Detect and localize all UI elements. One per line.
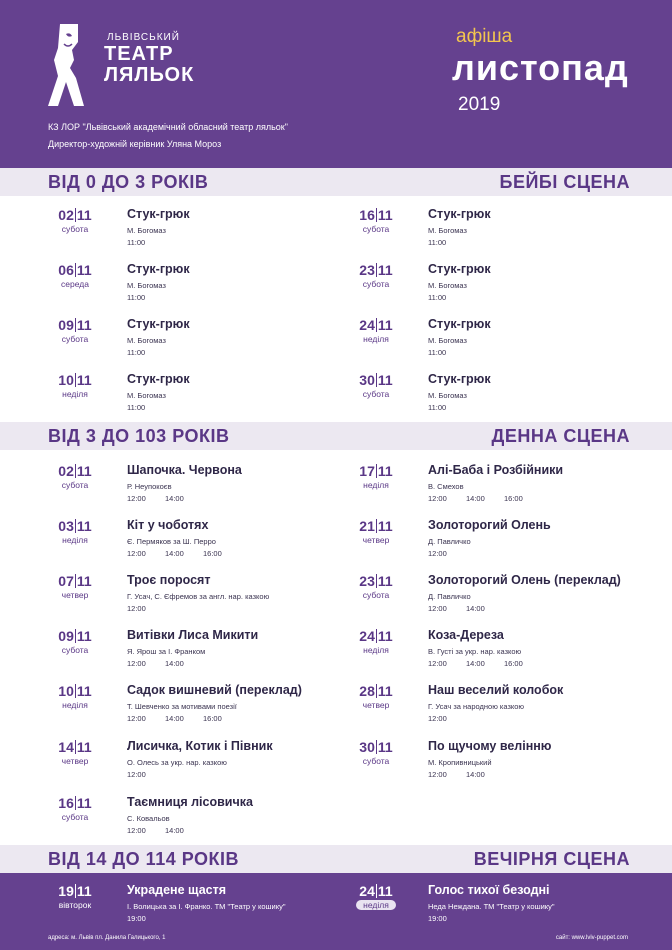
event-title: Стук-грюк — [127, 317, 190, 331]
date-separator — [376, 574, 377, 588]
logo-city: ЛЬВІВСЬКИЙ — [107, 32, 180, 43]
event-time: 19:00 — [127, 914, 146, 923]
event-title: Украдене щастя — [127, 883, 227, 897]
event-month: 11 — [76, 207, 92, 223]
date-separator — [376, 464, 377, 478]
date-separator — [75, 318, 76, 332]
event-time: 11:00 — [127, 403, 146, 412]
event-day: 24 — [359, 628, 375, 644]
event-title: Коза-Дереза — [428, 628, 504, 642]
event-time: 14:00 — [165, 494, 184, 503]
event-month: 11 — [76, 262, 92, 278]
event-weekday: субота — [362, 279, 390, 289]
event-month: 11 — [76, 573, 92, 589]
event-date — [356, 739, 396, 755]
event-times — [428, 293, 466, 302]
event-weekday: неділя — [363, 334, 389, 344]
event-date — [356, 628, 396, 644]
event-title: Золоторогий Олень (переклад) — [428, 573, 621, 587]
event-time: 12:00 — [127, 604, 146, 613]
event-title: Стук-грюк — [428, 207, 491, 221]
event-day: 28 — [359, 683, 375, 699]
event-title: Алі-Баба і Розбійники — [428, 463, 564, 477]
event-times — [428, 549, 466, 558]
event-title: Стук-грюк — [127, 207, 190, 221]
event-author: М. Кропивницький — [428, 758, 492, 767]
event-month: 11 — [76, 317, 92, 333]
event-date — [55, 317, 95, 333]
event-weekday: субота — [362, 389, 390, 399]
event-month: 11 — [377, 518, 393, 534]
event-weekday: четвер — [61, 756, 89, 766]
date-separator — [75, 464, 76, 478]
date-separator — [75, 373, 76, 387]
event-item — [55, 518, 335, 568]
event-time: 16:00 — [203, 549, 222, 558]
event-weekday: субота — [61, 645, 89, 655]
event-weekday: неділя — [363, 480, 389, 490]
event-item — [55, 683, 335, 733]
date-separator — [376, 373, 377, 387]
event-title: Стук-грюк — [428, 317, 491, 331]
date-separator — [376, 263, 377, 277]
date-separator — [376, 629, 377, 643]
event-time: 14:00 — [466, 659, 485, 668]
event-day: 19 — [58, 883, 74, 899]
event-item — [356, 317, 636, 367]
event-time: 14:00 — [466, 494, 485, 503]
director-line: Директор-художній керівник Уляна Мороз — [48, 139, 222, 149]
event-author: Неда Нежданa. ТМ "Театр у кошику" — [428, 902, 555, 911]
event-item — [55, 573, 335, 623]
event-time: 11:00 — [428, 238, 447, 247]
event-weekday: субота — [61, 480, 89, 490]
event-time: 12:00 — [127, 494, 146, 503]
event-times — [127, 714, 241, 723]
event-times — [127, 604, 165, 613]
event-times — [127, 494, 203, 503]
event-time: 16:00 — [504, 659, 523, 668]
section-bar-baby — [0, 168, 672, 196]
event-title: Стук-грюк — [428, 262, 491, 276]
event-author: В. Густі за укр. нар. казкою — [428, 647, 522, 656]
event-times — [428, 714, 466, 723]
event-weekday: субота — [362, 756, 390, 766]
date-separator — [75, 208, 76, 222]
event-date — [356, 207, 396, 223]
event-day: 14 — [58, 739, 74, 755]
event-month: 11 — [377, 739, 393, 755]
event-times — [127, 826, 203, 835]
event-date — [356, 463, 396, 479]
event-time: 12:00 — [428, 604, 447, 613]
event-month: 11 — [76, 883, 92, 899]
event-month: 11 — [76, 372, 92, 388]
event-day: 21 — [359, 518, 375, 534]
event-title: Стук-грюк — [428, 372, 491, 386]
event-day: 10 — [58, 683, 74, 699]
event-item — [356, 518, 636, 568]
event-author: Я. Ярош за І. Франком — [127, 647, 206, 656]
event-time: 11:00 — [428, 293, 447, 302]
poster-header — [0, 0, 672, 168]
date-separator — [376, 740, 377, 754]
event-date — [356, 317, 396, 333]
event-item — [55, 628, 335, 678]
event-weekday: субота — [362, 590, 390, 600]
event-month: 11 — [76, 795, 92, 811]
event-author: С. Ковальов — [127, 814, 170, 823]
event-author: О. Олесь за укр. нар. казкою — [127, 758, 227, 767]
poster-footer — [0, 928, 672, 950]
event-month: 11 — [76, 628, 92, 644]
event-item — [356, 207, 636, 257]
event-item — [55, 795, 335, 845]
event-weekday: четвер — [61, 590, 89, 600]
event-weekday: субота — [362, 224, 390, 234]
event-time: 14:00 — [466, 770, 485, 779]
event-weekday: субота — [61, 334, 89, 344]
event-times — [127, 238, 165, 247]
event-author: М. Богомаз — [428, 281, 467, 290]
event-day: 16 — [359, 207, 375, 223]
event-date — [55, 518, 95, 534]
event-weekday: середа — [61, 279, 89, 289]
event-item — [55, 883, 335, 933]
logo-puppets: ЛЯЛЬОК — [104, 64, 195, 86]
event-item — [356, 883, 636, 933]
event-times — [127, 549, 241, 558]
event-author: Г. Усач за народною казкою — [428, 702, 525, 711]
date-separator — [75, 740, 76, 754]
event-title: Таємниця лісовичка — [127, 795, 253, 809]
date-separator — [75, 519, 76, 533]
event-title: Садок вишневий (переклад) — [127, 683, 302, 697]
event-times — [127, 293, 165, 302]
event-item — [55, 372, 335, 422]
event-title: Наш веселий колобок — [428, 683, 564, 697]
event-times — [428, 238, 466, 247]
event-day: 24 — [359, 317, 375, 333]
event-item — [55, 739, 335, 789]
event-day: 23 — [359, 262, 375, 278]
event-author: М. Богомаз — [428, 391, 467, 400]
event-day: 10 — [58, 372, 74, 388]
event-day: 02 — [58, 207, 74, 223]
event-date — [356, 372, 396, 388]
section-bar-evening — [0, 845, 672, 873]
event-day: 30 — [359, 372, 375, 388]
theater-mask-logo-icon — [44, 20, 100, 112]
section-bar-day — [0, 422, 672, 450]
event-time: 12:00 — [428, 494, 447, 503]
event-weekday: четвер — [362, 535, 390, 545]
event-times — [428, 914, 466, 923]
event-time: 11:00 — [127, 348, 146, 357]
event-times — [127, 403, 165, 412]
date-separator — [376, 884, 377, 898]
event-time: 14:00 — [466, 604, 485, 613]
event-item — [55, 463, 335, 513]
month-title: листопад — [452, 47, 629, 88]
event-month: 11 — [377, 262, 393, 278]
event-date — [55, 207, 95, 223]
event-time: 12:00 — [428, 659, 447, 668]
event-item — [55, 207, 335, 257]
event-date — [55, 463, 95, 479]
event-item — [55, 317, 335, 367]
event-time: 14:00 — [165, 826, 184, 835]
evening-stage-band — [0, 873, 672, 928]
event-weekday: субота — [61, 224, 89, 234]
event-weekday: неділя — [62, 535, 88, 545]
event-time: 11:00 — [428, 403, 447, 412]
event-title: Стук-грюк — [127, 372, 190, 386]
event-title: По щучому велінню — [428, 739, 552, 753]
event-time: 12:00 — [127, 770, 146, 779]
event-day: 24 — [359, 883, 375, 899]
event-author: М. Богомаз — [127, 391, 166, 400]
event-title: Лисичка, Котик і Півник — [127, 739, 273, 753]
event-time: 12:00 — [428, 770, 447, 779]
event-day: 03 — [58, 518, 74, 534]
event-date — [356, 518, 396, 534]
logo-theatre: ТЕАТР — [104, 43, 174, 65]
event-author: Д. Павличко — [428, 537, 471, 546]
date-separator — [75, 629, 76, 643]
event-title: Витівки Лиса Микити — [127, 628, 259, 642]
event-title: Голос тихої безодні — [428, 883, 550, 897]
event-author: Є. Пермяков за Ш. Перро — [127, 537, 216, 546]
event-item — [356, 573, 636, 623]
event-day: 02 — [58, 463, 74, 479]
event-date — [356, 573, 396, 589]
event-day: 06 — [58, 262, 74, 278]
event-time: 12:00 — [127, 714, 146, 723]
event-title: Кіт у чоботях — [127, 518, 209, 532]
section-stage: ВЕЧІРНЯ СЦЕНА — [473, 849, 630, 869]
event-date — [55, 683, 95, 699]
event-month: 11 — [377, 463, 393, 479]
event-date — [55, 795, 95, 811]
event-day: 09 — [58, 628, 74, 644]
event-day: 09 — [58, 317, 74, 333]
event-date — [55, 372, 95, 388]
event-date — [356, 683, 396, 699]
afisha-label: афіша — [456, 26, 513, 47]
event-weekday: четвер — [362, 700, 390, 710]
event-day: 30 — [359, 739, 375, 755]
event-date — [356, 262, 396, 278]
event-date — [55, 739, 95, 755]
event-weekday: неділя — [356, 900, 396, 910]
footer-website[interactable]: сайт: www.lviv-puppet.com — [555, 935, 628, 941]
event-month: 11 — [76, 518, 92, 534]
event-author: І. Волицька за І. Франко. ТМ "Театр у кошику" — [127, 902, 286, 911]
event-item — [356, 463, 636, 513]
event-day: 23 — [359, 573, 375, 589]
event-times — [127, 348, 165, 357]
event-date — [55, 573, 95, 589]
section-age: ВІД 3 ДО 103 РОКІВ — [48, 426, 230, 446]
event-time: 11:00 — [127, 293, 146, 302]
event-times — [127, 770, 165, 779]
event-time: 11:00 — [127, 238, 146, 247]
event-times — [127, 659, 203, 668]
event-weekday: неділя — [62, 389, 88, 399]
event-title: Стук-грюк — [127, 262, 190, 276]
event-weekday: неділя — [363, 645, 389, 655]
event-author: М. Богомаз — [127, 336, 166, 345]
event-item — [55, 262, 335, 312]
event-time: 16:00 — [504, 494, 523, 503]
event-day: 16 — [58, 795, 74, 811]
date-separator — [376, 208, 377, 222]
event-time: 14:00 — [165, 659, 184, 668]
event-time: 14:00 — [165, 714, 184, 723]
event-date — [55, 628, 95, 644]
event-date — [55, 883, 95, 899]
event-month: 11 — [377, 372, 393, 388]
event-time: 12:00 — [127, 826, 146, 835]
event-times — [428, 604, 504, 613]
event-item — [356, 628, 636, 678]
date-separator — [75, 684, 76, 698]
section-age: ВІД 0 ДО 3 РОКІВ — [48, 172, 209, 192]
event-month: 11 — [377, 317, 393, 333]
event-author: Г. Усач, С. Єфремов за англ. нар. казкою — [127, 592, 270, 601]
event-month: 11 — [76, 739, 92, 755]
event-title: Троє поросят — [127, 573, 211, 587]
date-separator — [376, 318, 377, 332]
event-author: Р. Неупокоєв — [127, 482, 172, 491]
event-times — [127, 914, 165, 923]
section-age: ВІД 14 ДО 114 РОКІВ — [48, 849, 239, 869]
event-author: Д. Павличко — [428, 592, 471, 601]
event-date — [55, 262, 95, 278]
event-item — [356, 683, 636, 733]
event-month: 11 — [76, 463, 92, 479]
event-month: 11 — [76, 683, 92, 699]
event-author: М. Богомаз — [428, 226, 467, 235]
event-author: Т. Шевченко за мотивами поезії — [127, 702, 237, 711]
event-month: 11 — [377, 628, 393, 644]
event-weekday: вівторок — [58, 900, 92, 910]
date-separator — [376, 684, 377, 698]
date-separator — [376, 519, 377, 533]
event-month: 11 — [377, 683, 393, 699]
event-times — [428, 770, 504, 779]
organization-name: КЗ ЛОР "Львівський академічний обласний театр ляльок" — [48, 122, 288, 132]
event-weekday: субота — [61, 812, 89, 822]
section-stage: ДЕННА СЦЕНА — [491, 426, 630, 446]
event-time: 11:00 — [428, 348, 447, 357]
date-separator — [75, 263, 76, 277]
event-title: Шапочка. Червона — [127, 463, 242, 477]
section-stage: БЕЙБІ СЦЕНА — [499, 172, 630, 192]
event-times — [428, 659, 542, 668]
event-month: 11 — [377, 573, 393, 589]
event-day: 07 — [58, 573, 74, 589]
event-times — [428, 348, 466, 357]
event-time: 14:00 — [165, 549, 184, 558]
event-time: 16:00 — [203, 714, 222, 723]
event-author: В. Смехов — [428, 482, 464, 491]
event-times — [428, 403, 466, 412]
event-month: 11 — [377, 883, 393, 899]
event-month: 11 — [377, 207, 393, 223]
event-weekday: неділя — [62, 700, 88, 710]
event-title: Золоторогий Олень — [428, 518, 551, 532]
event-day: 17 — [359, 463, 375, 479]
year-label: 2019 — [458, 94, 501, 115]
event-time: 12:00 — [127, 659, 146, 668]
event-item — [356, 372, 636, 422]
date-separator — [75, 884, 76, 898]
event-time: 12:00 — [428, 714, 447, 723]
event-time: 12:00 — [428, 549, 447, 558]
date-separator — [75, 574, 76, 588]
event-author: М. Богомаз — [428, 336, 467, 345]
event-date — [356, 883, 396, 899]
event-times — [428, 494, 542, 503]
event-author: М. Богомаз — [127, 226, 166, 235]
event-author: М. Богомаз — [127, 281, 166, 290]
event-time: 19:00 — [428, 914, 447, 923]
footer-address: адреса: м. Львів пл. Данила Галицького, 1 — [48, 935, 166, 941]
date-separator — [75, 796, 76, 810]
event-item — [356, 739, 636, 789]
event-item — [356, 262, 636, 312]
event-time: 12:00 — [127, 549, 146, 558]
